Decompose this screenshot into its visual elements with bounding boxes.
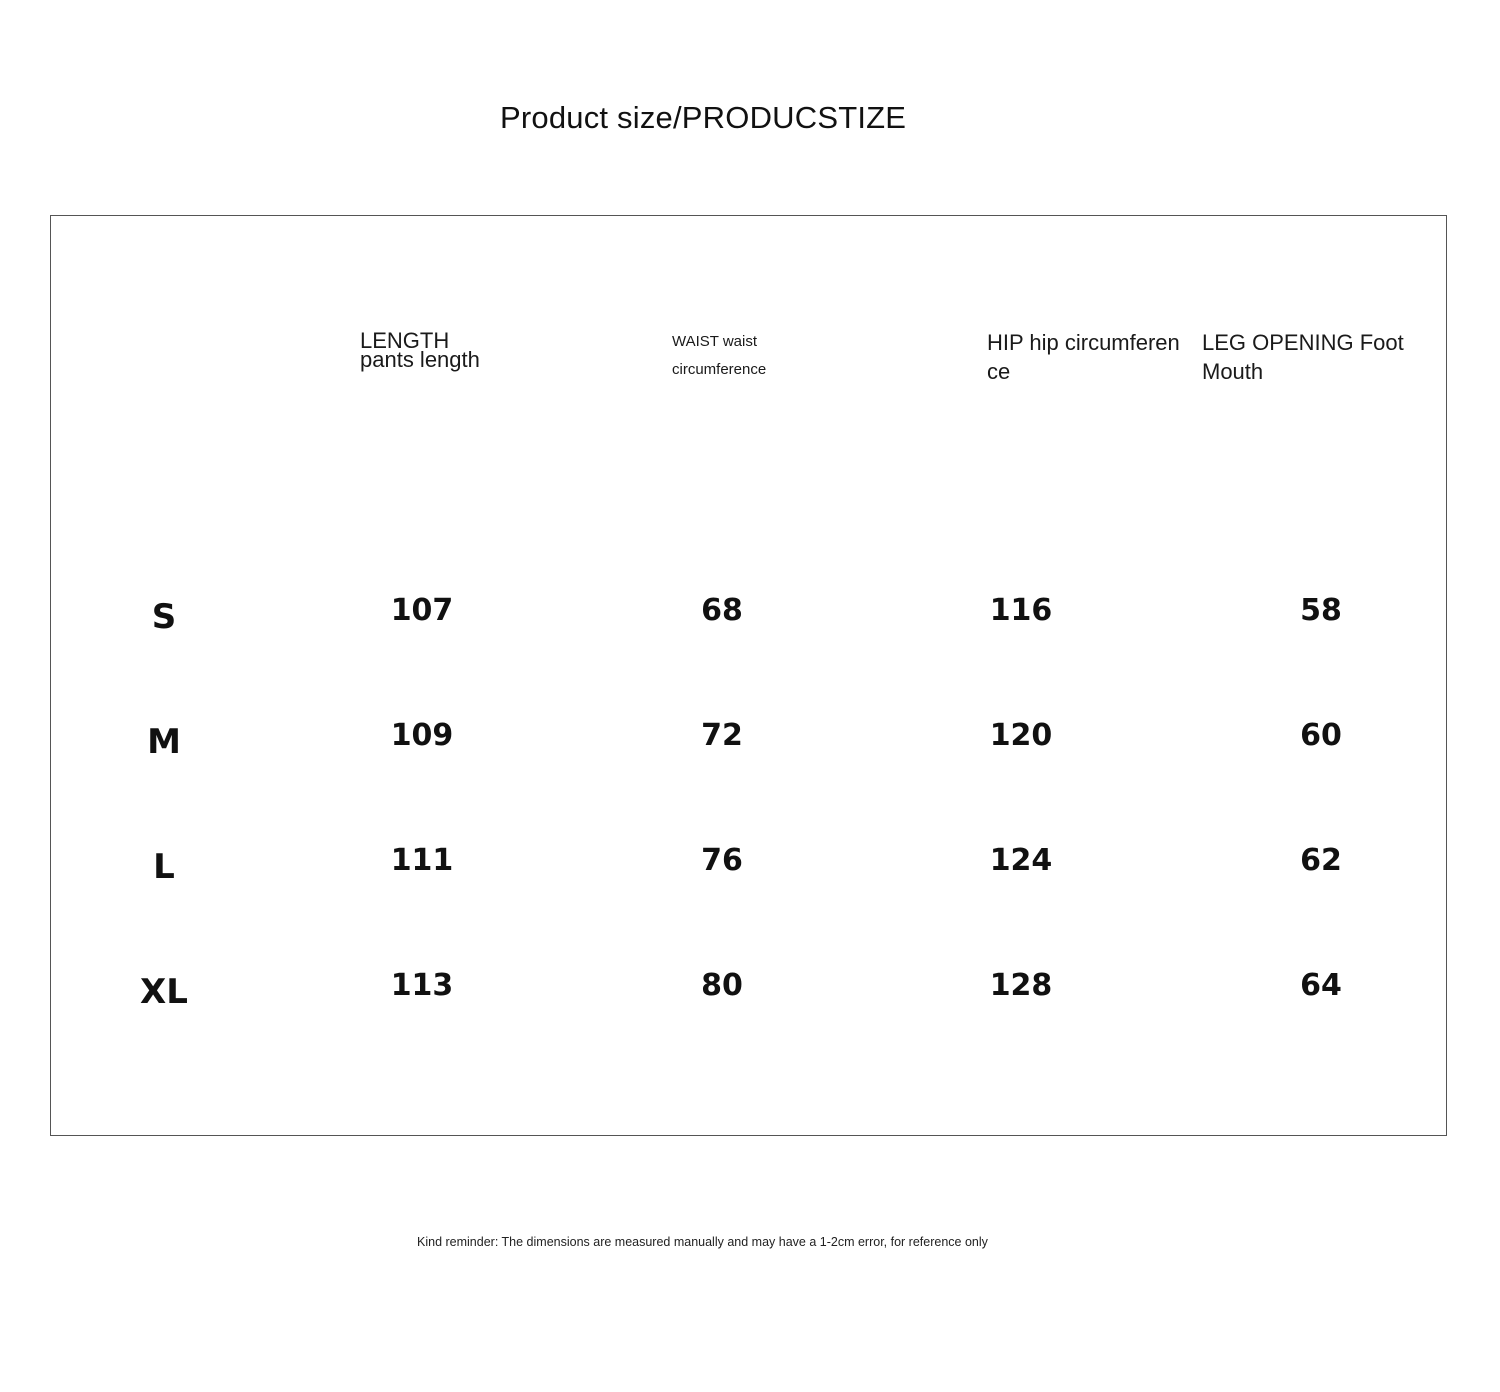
table-row [51,836,1446,886]
length-value: 107 [390,593,454,628]
hip-value: 116 [989,593,1053,628]
waist-value: 68 [701,593,743,628]
length-value: 113 [390,968,454,1003]
size-table [50,215,1447,1136]
size-label: XL [140,972,188,1012]
table-row [51,711,1446,761]
header-waist: WAIST waist circumference [672,333,767,378]
size-label: M [147,722,181,762]
hip-value: 120 [989,718,1053,753]
hip-value: 128 [989,968,1053,1003]
hip-value: 124 [989,843,1053,878]
header-hip: HIP hip circumferen ce [987,330,1180,384]
leg-opening-value: 64 [1300,968,1342,1003]
header-length: LENGTH pants length [360,328,480,372]
waist-value: 72 [701,718,743,753]
measurement-reminder: Kind reminder: The dimensions are measured manually and may have a 1-2cm error, for reference only [417,1235,988,1249]
size-label: L [153,847,175,887]
leg-opening-value: 60 [1300,718,1342,753]
leg-opening-value: 58 [1300,593,1342,628]
page-title: Product size/PRODUCSTIZE [500,100,907,135]
length-value: 109 [390,718,454,753]
leg-opening-value: 62 [1300,843,1342,878]
length-value: 111 [390,843,454,878]
waist-value: 76 [701,843,743,878]
header-leg-opening: LEG OPENING Foot Mouth [1202,330,1404,384]
waist-value: 80 [701,968,743,1003]
table-row [51,961,1446,1011]
size-label: S [151,597,177,637]
table-row [51,586,1446,636]
